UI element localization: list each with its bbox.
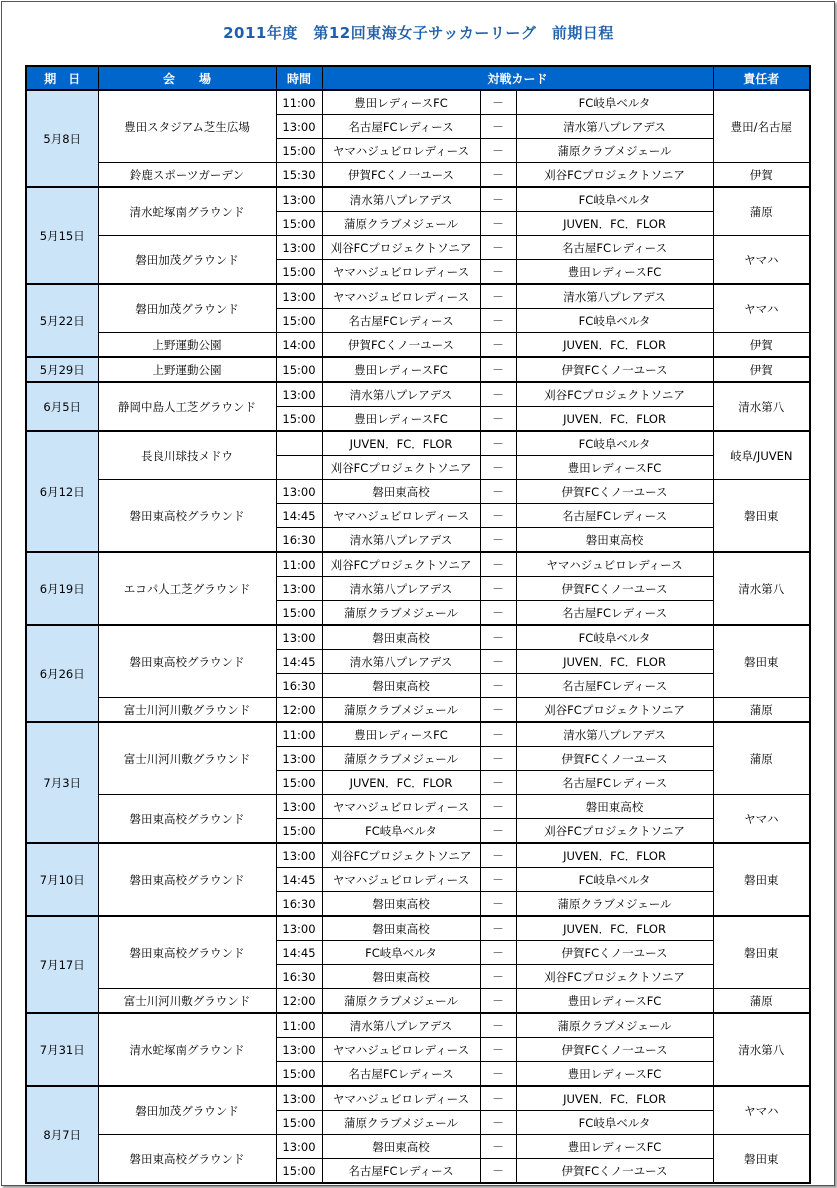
home-team: 名古屋FCレディース	[322, 1159, 480, 1184]
table-row	[26, 1135, 810, 1159]
away-team: 磐田東高校	[516, 528, 713, 553]
versus-dash: －	[480, 868, 516, 892]
home-team: 刈谷FCプロジェクトソニア	[322, 456, 480, 480]
versus-dash: －	[480, 577, 516, 601]
responsible-cell: ヤマハ	[713, 284, 810, 333]
header-time: 時間	[276, 66, 322, 90]
table-row	[26, 625, 810, 650]
kickoff-time: 15:00	[276, 260, 322, 285]
away-team: FC岐阜ベルタ	[516, 868, 713, 892]
away-team: FC岐阜ベルタ	[516, 187, 713, 212]
responsible-cell: ヤマハ	[713, 236, 810, 285]
responsible-cell: ヤマハ	[713, 795, 810, 844]
kickoff-time: 15:00	[276, 1062, 322, 1087]
kickoff-time: 14:45	[276, 504, 322, 528]
home-team: 磐田東高校	[322, 965, 480, 989]
match-date: 7月17日	[26, 916, 98, 1013]
kickoff-time: 16:30	[276, 892, 322, 917]
kickoff-time: 15:00	[276, 601, 322, 626]
home-team: 蒲原クラブメジェール	[322, 747, 480, 771]
home-team: JUVEN．FC．FLOR	[322, 771, 480, 795]
venue-cell: 磐田東高校グラウンド	[98, 843, 276, 916]
header-date: 期 日	[26, 66, 98, 90]
schedule-body	[26, 90, 810, 1183]
home-team: 名古屋FCレディース	[322, 309, 480, 333]
away-team: ヤマハジュビロレディース	[516, 552, 713, 577]
responsible-cell: 伊賀	[713, 163, 810, 188]
home-team: FC岐阜ベルタ	[322, 941, 480, 965]
away-team: 伊賀FCくノ一ユース	[516, 747, 713, 771]
away-team: FC岐阜ベルタ	[516, 90, 713, 115]
home-team: 豊田レディースFC	[322, 407, 480, 432]
home-team: 清水第八プレアデス	[322, 650, 480, 674]
match-date: 5月15日	[26, 187, 98, 284]
versus-dash: －	[480, 309, 516, 333]
versus-dash: －	[480, 650, 516, 674]
versus-dash: －	[480, 260, 516, 285]
table-row	[26, 795, 810, 819]
away-team: 伊賀FCくノ一ユース	[516, 577, 713, 601]
table-row	[26, 843, 810, 868]
match-date: 6月19日	[26, 552, 98, 625]
page-title: 2011年度 第12回東海女子サッカーリーグ 前期日程	[223, 24, 614, 42]
home-team: ヤマハジュビロレディース	[322, 504, 480, 528]
away-team: FC岐阜ベルタ	[516, 309, 713, 333]
home-team: 磐田東高校	[322, 674, 480, 698]
responsible-cell: 清水第八	[713, 382, 810, 431]
table-row	[26, 1013, 810, 1038]
versus-dash: －	[480, 698, 516, 723]
away-team: 蒲原クラブメジェール	[516, 139, 713, 163]
versus-dash: －	[480, 892, 516, 917]
home-team: 名古屋FCレディース	[322, 115, 480, 139]
versus-dash: －	[480, 843, 516, 868]
venue-cell: 富士川河川敷グラウンド	[98, 698, 276, 723]
versus-dash: －	[480, 480, 516, 504]
match-date: 6月5日	[26, 382, 98, 431]
match-date: 8月7日	[26, 1086, 98, 1183]
kickoff-time: 15:00	[276, 212, 322, 236]
away-team: 豊田レディースFC	[516, 260, 713, 285]
versus-dash: －	[480, 941, 516, 965]
kickoff-time: 11:00	[276, 722, 322, 747]
kickoff-time: 11:00	[276, 1013, 322, 1038]
home-team: 伊賀FCくノ一ユース	[322, 163, 480, 188]
kickoff-time: 13:00	[276, 843, 322, 868]
away-team: JUVEN．FC．FLOR	[516, 916, 713, 941]
home-team: ヤマハジュビロレディース	[322, 260, 480, 285]
versus-dash: －	[480, 965, 516, 989]
kickoff-time: 16:30	[276, 674, 322, 698]
away-team: 豊田レディースFC	[516, 456, 713, 480]
venue-cell: 上野運動公園	[98, 333, 276, 358]
table-row	[26, 722, 810, 747]
versus-dash: －	[480, 236, 516, 260]
versus-dash: －	[480, 1111, 516, 1135]
away-team: 刈谷FCプロジェクトソニア	[516, 163, 713, 188]
kickoff-time: 14:45	[276, 868, 322, 892]
venue-cell: エコパ人工芝グラウンド	[98, 552, 276, 625]
table-row	[26, 1086, 810, 1111]
table-row	[26, 357, 810, 382]
away-team: JUVEN．FC．FLOR	[516, 843, 713, 868]
versus-dash: －	[480, 212, 516, 236]
table-row	[26, 187, 810, 212]
kickoff-time: 14:45	[276, 650, 322, 674]
home-team: 蒲原クラブメジェール	[322, 698, 480, 723]
table-row	[26, 333, 810, 358]
versus-dash: －	[480, 674, 516, 698]
home-team: 清水第八プレアデス	[322, 382, 480, 407]
home-team: 清水第八プレアデス	[322, 187, 480, 212]
venue-cell: 富士川河川敷グラウンド	[98, 722, 276, 795]
match-date: 7月3日	[26, 722, 98, 843]
home-team: JUVEN．FC．FLOR	[322, 431, 480, 456]
home-team: 蒲原クラブメジェール	[322, 212, 480, 236]
venue-cell: 長良川球技メドウ	[98, 431, 276, 480]
away-team: 刈谷FCプロジェクトソニア	[516, 965, 713, 989]
responsible-cell: 蒲原	[713, 187, 810, 236]
away-team: JUVEN．FC．FLOR	[516, 212, 713, 236]
home-team: 刈谷FCプロジェクトソニア	[322, 843, 480, 868]
home-team: 名古屋FCレディース	[322, 1062, 480, 1087]
away-team: 磐田東高校	[516, 795, 713, 819]
venue-cell: 磐田加茂グラウンド	[98, 236, 276, 285]
kickoff-time: 13:00	[276, 284, 322, 309]
header-responsible: 責任者	[713, 66, 810, 90]
venue-cell: 清水蛇塚南グラウンド	[98, 187, 276, 236]
away-team: FC岐阜ベルタ	[516, 1111, 713, 1135]
table-row	[26, 916, 810, 941]
away-team: 豊田レディースFC	[516, 989, 713, 1014]
kickoff-time: 14:00	[276, 333, 322, 358]
table-row	[26, 480, 810, 504]
away-team: JUVEN．FC．FLOR	[516, 650, 713, 674]
match-date: 6月12日	[26, 431, 98, 552]
away-team: 刈谷FCプロジェクトソニア	[516, 819, 713, 844]
away-team: 刈谷FCプロジェクトソニア	[516, 698, 713, 723]
home-team: 清水第八プレアデス	[322, 528, 480, 553]
kickoff-time: 12:00	[276, 698, 322, 723]
responsible-cell: 岐阜/JUVEN	[713, 431, 810, 480]
kickoff-time: 15:30	[276, 163, 322, 188]
venue-cell: 富士川河川敷グラウンド	[98, 989, 276, 1014]
versus-dash: －	[480, 1135, 516, 1159]
venue-cell: 磐田加茂グラウンド	[98, 1086, 276, 1135]
home-team: 磐田東高校	[322, 916, 480, 941]
responsible-cell: 蒲原	[713, 722, 810, 795]
away-team: 名古屋FCレディース	[516, 601, 713, 626]
venue-cell: 磐田東高校グラウンド	[98, 625, 276, 698]
responsible-cell: 磐田東	[713, 843, 810, 916]
home-team: 蒲原クラブメジェール	[322, 989, 480, 1014]
venue-cell: 磐田東高校グラウンド	[98, 795, 276, 844]
away-team: 名古屋FCレディース	[516, 504, 713, 528]
schedule-table	[25, 65, 811, 1184]
kickoff-time: 11:00	[276, 552, 322, 577]
table-row	[26, 236, 810, 260]
away-team: 蒲原クラブメジェール	[516, 892, 713, 917]
away-team: 清水第八プレアデス	[516, 722, 713, 747]
versus-dash: －	[480, 1013, 516, 1038]
venue-cell: 磐田東高校グラウンド	[98, 480, 276, 553]
versus-dash: －	[480, 431, 516, 456]
kickoff-time: 13:00	[276, 1038, 322, 1062]
responsible-cell: 豊田/名古屋	[713, 90, 810, 163]
home-team: 刈谷FCプロジェクトソニア	[322, 236, 480, 260]
kickoff-time: 15:00	[276, 819, 322, 844]
away-team: 豊田レディースFC	[516, 1062, 713, 1087]
venue-cell: 磐田東高校グラウンド	[98, 916, 276, 989]
versus-dash: －	[480, 1062, 516, 1087]
home-team: ヤマハジュビロレディース	[322, 868, 480, 892]
kickoff-time	[276, 456, 322, 480]
home-team: 蒲原クラブメジェール	[322, 601, 480, 626]
kickoff-time: 14:45	[276, 941, 322, 965]
away-team: 刈谷FCプロジェクトソニア	[516, 382, 713, 407]
away-team: FC岐阜ベルタ	[516, 431, 713, 456]
responsible-cell: 磐田東	[713, 1135, 810, 1184]
away-team: 清水第八プレアデス	[516, 115, 713, 139]
home-team: 蒲原クラブメジェール	[322, 1111, 480, 1135]
home-team: ヤマハジュビロレディース	[322, 795, 480, 819]
kickoff-time: 15:00	[276, 1111, 322, 1135]
match-date: 5月29日	[26, 357, 98, 382]
away-team: 伊賀FCくノ一ユース	[516, 1159, 713, 1184]
home-team: 刈谷FCプロジェクトソニア	[322, 552, 480, 577]
versus-dash: －	[480, 989, 516, 1014]
home-team: 伊賀FCくノ一ユース	[322, 333, 480, 358]
venue-cell: 磐田東高校グラウンド	[98, 1135, 276, 1184]
home-team: 豊田レディースFC	[322, 722, 480, 747]
versus-dash: －	[480, 747, 516, 771]
home-team: ヤマハジュビロレディース	[322, 284, 480, 309]
versus-dash: －	[480, 333, 516, 358]
away-team: JUVEN．FC．FLOR	[516, 407, 713, 432]
versus-dash: －	[480, 771, 516, 795]
away-team: 清水第八プレアデス	[516, 284, 713, 309]
kickoff-time: 15:00	[276, 357, 322, 382]
home-team: FC岐阜ベルタ	[322, 819, 480, 844]
kickoff-time: 15:00	[276, 139, 322, 163]
versus-dash: －	[480, 916, 516, 941]
versus-dash: －	[480, 1038, 516, 1062]
kickoff-time: 13:00	[276, 1135, 322, 1159]
match-date: 7月31日	[26, 1013, 98, 1086]
versus-dash: －	[480, 382, 516, 407]
header-matchup: 対戦カード	[322, 66, 713, 90]
versus-dash: －	[480, 1086, 516, 1111]
match-date: 5月22日	[26, 284, 98, 357]
kickoff-time: 13:00	[276, 236, 322, 260]
home-team: 磐田東高校	[322, 625, 480, 650]
versus-dash: －	[480, 284, 516, 309]
responsible-cell: 伊賀	[713, 333, 810, 358]
away-team: FC岐阜ベルタ	[516, 625, 713, 650]
versus-dash: －	[480, 1159, 516, 1184]
venue-cell: 豊田スタジアム芝生広場	[98, 90, 276, 163]
home-team: 清水第八プレアデス	[322, 1013, 480, 1038]
away-team: 名古屋FCレディース	[516, 236, 713, 260]
versus-dash: －	[480, 456, 516, 480]
table-row	[26, 163, 810, 188]
kickoff-time: 15:00	[276, 309, 322, 333]
responsible-cell: 清水第八	[713, 1013, 810, 1086]
match-date: 7月10日	[26, 843, 98, 916]
responsible-cell: 清水第八	[713, 552, 810, 625]
venue-cell: 上野運動公園	[98, 357, 276, 382]
table-row	[26, 284, 810, 309]
versus-dash: －	[480, 722, 516, 747]
venue-cell: 磐田加茂グラウンド	[98, 284, 276, 333]
versus-dash: －	[480, 187, 516, 212]
match-date: 5月8日	[26, 90, 98, 187]
versus-dash: －	[480, 115, 516, 139]
versus-dash: －	[480, 552, 516, 577]
header-row	[26, 66, 810, 90]
responsible-cell: 蒲原	[713, 698, 810, 723]
versus-dash: －	[480, 819, 516, 844]
versus-dash: －	[480, 601, 516, 626]
header-venue: 会 場	[98, 66, 276, 90]
kickoff-time: 13:00	[276, 382, 322, 407]
table-row	[26, 989, 810, 1014]
away-team: 豊田レディースFC	[516, 1135, 713, 1159]
away-team: 名古屋FCレディース	[516, 674, 713, 698]
versus-dash: －	[480, 625, 516, 650]
responsible-cell: 磐田東	[713, 625, 810, 698]
responsible-cell: 蒲原	[713, 989, 810, 1014]
kickoff-time: 13:00	[276, 577, 322, 601]
home-team: ヤマハジュビロレディース	[322, 1086, 480, 1111]
kickoff-time: 13:00	[276, 795, 322, 819]
table-row	[26, 382, 810, 407]
home-team: ヤマハジュビロレディース	[322, 1038, 480, 1062]
table-row	[26, 698, 810, 723]
away-team: 伊賀FCくノ一ユース	[516, 357, 713, 382]
home-team: 豊田レディースFC	[322, 90, 480, 115]
versus-dash: －	[480, 90, 516, 115]
versus-dash: －	[480, 504, 516, 528]
responsible-cell: 磐田東	[713, 916, 810, 989]
table-row	[26, 431, 810, 456]
home-team: 磐田東高校	[322, 480, 480, 504]
versus-dash: －	[480, 357, 516, 382]
versus-dash: －	[480, 407, 516, 432]
kickoff-time: 13:00	[276, 115, 322, 139]
table-row	[26, 552, 810, 577]
away-team: 伊賀FCくノ一ユース	[516, 1038, 713, 1062]
kickoff-time: 13:00	[276, 480, 322, 504]
venue-cell: 清水蛇塚南グラウンド	[98, 1013, 276, 1086]
away-team: 伊賀FCくノ一ユース	[516, 941, 713, 965]
versus-dash: －	[480, 139, 516, 163]
match-date: 6月26日	[26, 625, 98, 722]
kickoff-time: 13:00	[276, 747, 322, 771]
kickoff-time: 11:00	[276, 90, 322, 115]
away-team: 名古屋FCレディース	[516, 771, 713, 795]
away-team: JUVEN．FC．FLOR	[516, 333, 713, 358]
kickoff-time: 15:00	[276, 407, 322, 432]
responsible-cell: 伊賀	[713, 357, 810, 382]
away-team: 蒲原クラブメジェール	[516, 1013, 713, 1038]
versus-dash: －	[480, 795, 516, 819]
home-team: 豊田レディースFC	[322, 357, 480, 382]
venue-cell: 静岡中島人工芝グラウンド	[98, 382, 276, 431]
kickoff-time: 12:00	[276, 989, 322, 1014]
home-team: 磐田東高校	[322, 1135, 480, 1159]
kickoff-time: 13:00	[276, 916, 322, 941]
kickoff-time: 15:00	[276, 771, 322, 795]
home-team: 清水第八プレアデス	[322, 577, 480, 601]
home-team: ヤマハジュビロレディース	[322, 139, 480, 163]
kickoff-time: 13:00	[276, 1086, 322, 1111]
kickoff-time: 16:30	[276, 965, 322, 989]
responsible-cell: ヤマハ	[713, 1086, 810, 1135]
away-team: 伊賀FCくノ一ユース	[516, 480, 713, 504]
kickoff-time	[276, 431, 322, 456]
kickoff-time: 16:30	[276, 528, 322, 553]
versus-dash: －	[480, 163, 516, 188]
kickoff-time: 15:00	[276, 1159, 322, 1184]
kickoff-time: 13:00	[276, 187, 322, 212]
versus-dash: －	[480, 528, 516, 553]
table-row	[26, 90, 810, 115]
home-team: 磐田東高校	[322, 892, 480, 917]
venue-cell: 鈴鹿スポーツガーデン	[98, 163, 276, 188]
responsible-cell: 磐田東	[713, 480, 810, 553]
kickoff-time: 13:00	[276, 625, 322, 650]
away-team: JUVEN．FC．FLOR	[516, 1086, 713, 1111]
